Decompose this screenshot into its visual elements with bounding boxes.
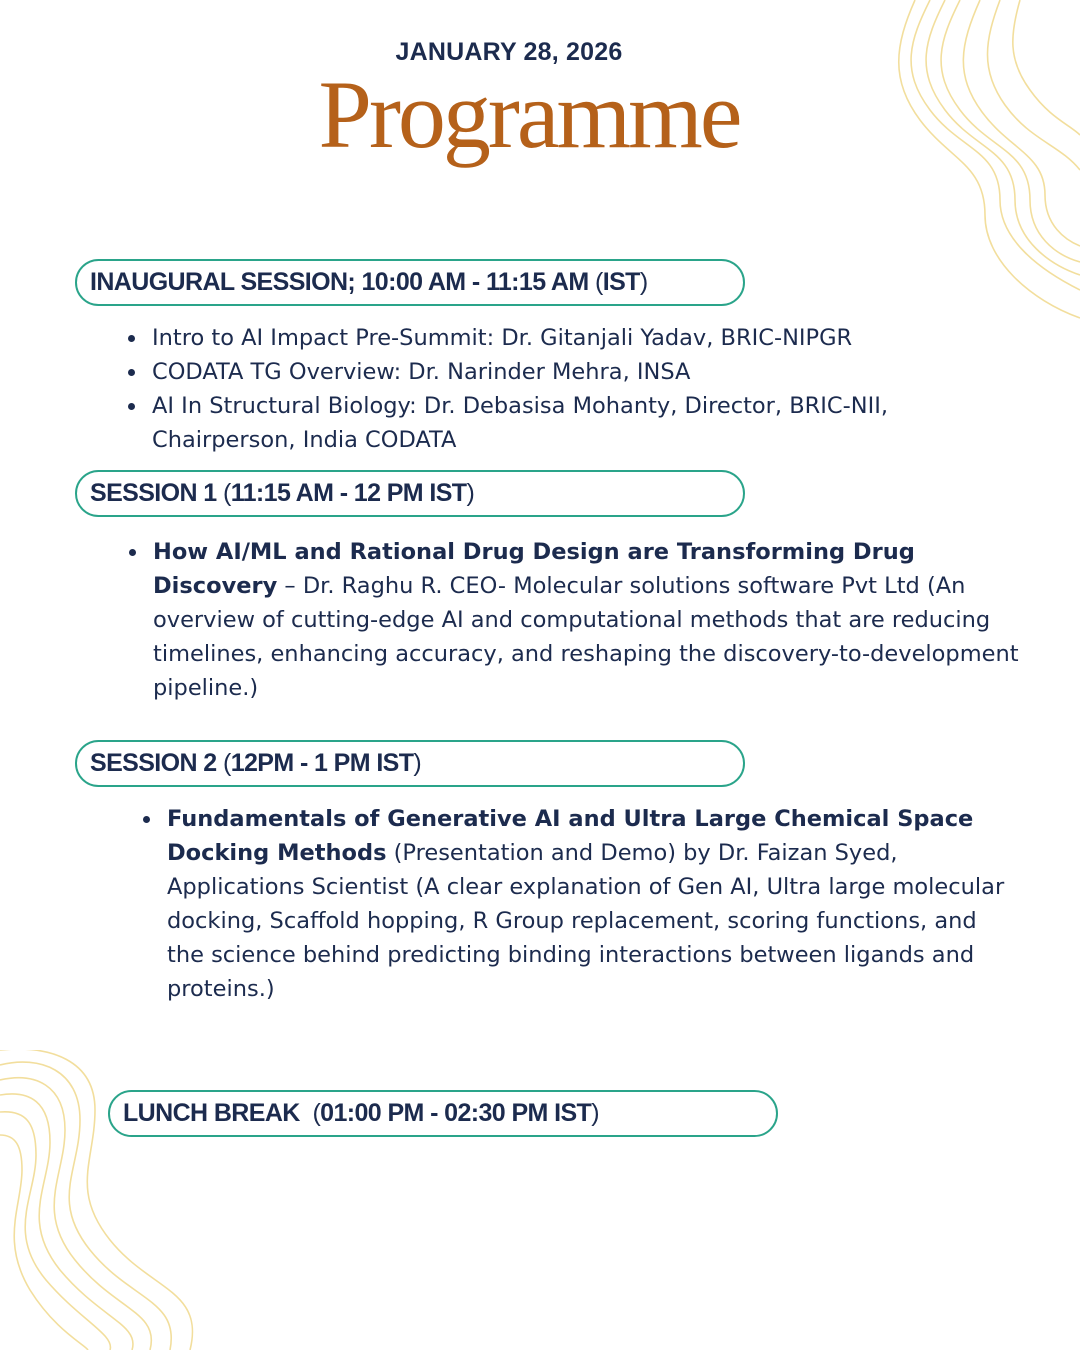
session-2-open-paren: ( <box>222 749 231 777</box>
session-2-talk-title: Fundamentals of Generative AI and Ultra Large Chemical Space Docking Methods <box>167 806 974 866</box>
list-item: CODATA TG Overview: Dr. Narinder Mehra, INSA <box>123 355 983 389</box>
event-date: JANUARY 28, 2026 <box>395 38 623 66</box>
session-1-heading <box>75 470 745 517</box>
inaugural-session-list <box>123 321 983 457</box>
list-item: Intro to AI Impact Pre-Summit: Dr. Gitanjali Yadav, BRIC-NIPGR <box>123 321 983 355</box>
session-2-talk-details: (Presentation and Demo) by Dr. Faizan Syed, Applications Scientist (A clear explanation of Gen AI, Ultra large molecular docking, Scaffold hopping, R Group replacement, scoring functions, and the science behind predicting binding interactions between ligands and proteins.) <box>167 840 1005 1002</box>
session-1-title: SESSION 1 <box>90 479 217 507</box>
session-1-list <box>124 535 1024 705</box>
list-item: AI In Structural Biology: Dr. Debasisa Mohanty, Director, BRIC-NII, Chairperson, India CODATA <box>123 389 983 457</box>
lunch-break-time: 01:00 PM - 02:30 PM IST <box>320 1099 592 1127</box>
inaugural-timezone: IST <box>602 268 640 296</box>
lunch-break-heading <box>108 1090 778 1137</box>
inaugural-close-paren: ) <box>639 268 648 296</box>
session-2-list <box>138 802 1006 1006</box>
session-2-close-paren: ) <box>413 749 422 777</box>
lunch-break-title: LUNCH BREAK <box>123 1099 300 1127</box>
session-2-title: SESSION 2 <box>90 749 217 777</box>
session-1-close-paren: ) <box>466 479 475 507</box>
inaugural-session-heading <box>75 259 745 306</box>
session-1-talk-title: How AI/ML and Rational Drug Design are Transforming Drug Discovery <box>153 539 915 599</box>
session-2-heading <box>75 740 745 787</box>
session-2-time: 12PM - 1 PM IST <box>230 749 414 777</box>
inaugural-open-paren: ( <box>594 268 603 296</box>
lunch-open-paren: ( <box>312 1099 321 1127</box>
list-item <box>124 535 1024 705</box>
lunch-close-paren: ) <box>591 1099 599 1127</box>
list-item <box>138 802 1006 1006</box>
session-1-talk-details: – Dr. Raghu R. CEO- Molecular solutions software Pvt Ltd (An overview of cutting-edge AI and computational methods that are reducing timelines, enhancing accuracy, and reshaping the discovery-to-development pipeline.) <box>153 573 1019 701</box>
page-title: Programme <box>318 61 740 168</box>
inaugural-session-title: INAUGURAL SESSION; 10:00 AM - 11:15 AM <box>90 268 589 296</box>
session-1-time: 11:15 AM - 12 PM IST <box>230 479 467 507</box>
session-1-open-paren: ( <box>222 479 231 507</box>
